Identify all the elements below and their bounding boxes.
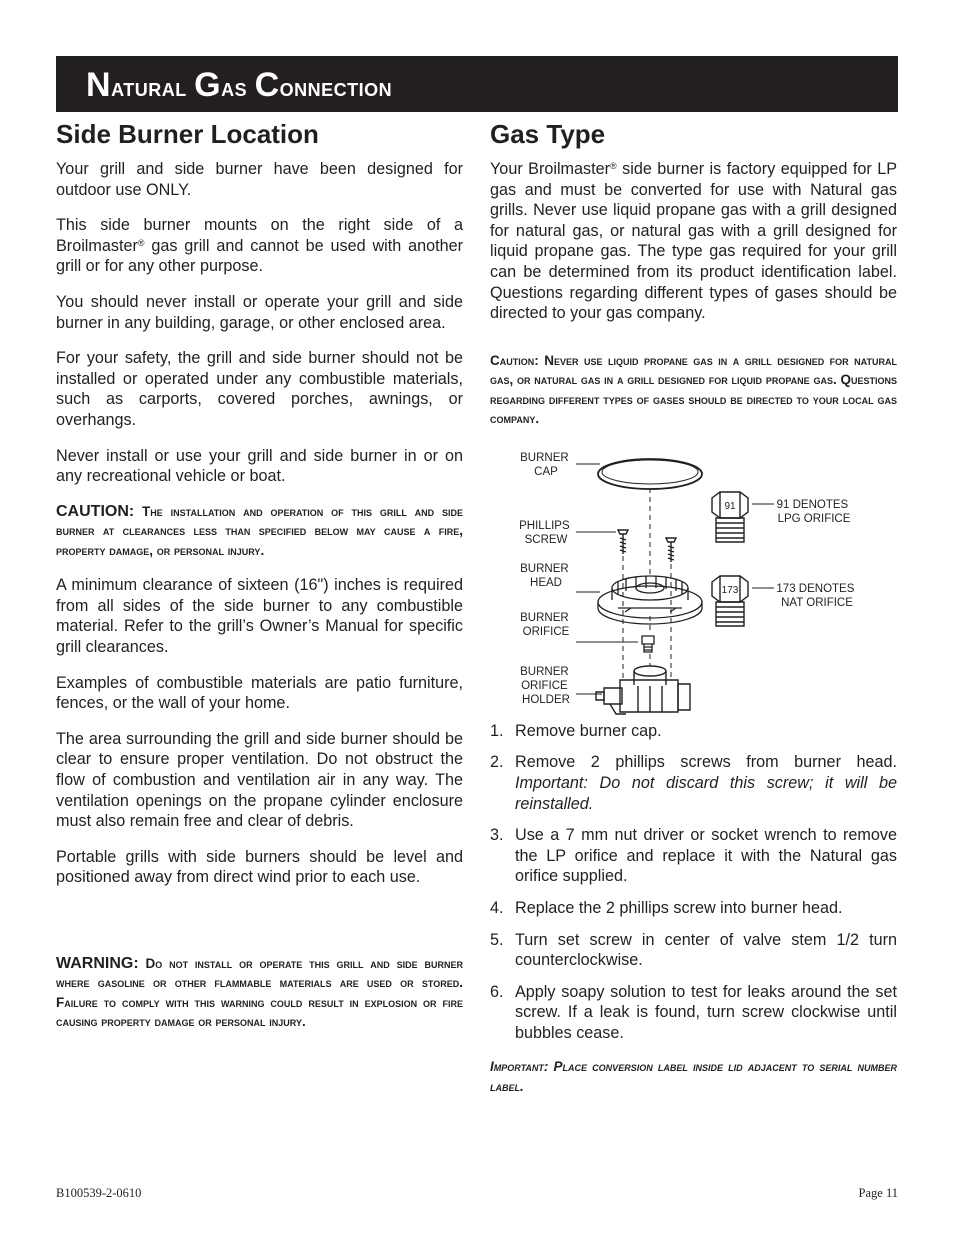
list-item: 4. Replace the 2 phillips screw into burner head. — [490, 898, 843, 917]
lpg-orifice-shape — [712, 492, 748, 542]
nat-orifice-shape — [712, 576, 748, 626]
nat-orifice-mark: 173 — [721, 584, 739, 596]
gas-type-heading: Gas Type — [490, 119, 606, 149]
label-orifice-holder: BURNER ORIFICE HOLDER — [520, 665, 570, 706]
label-burner-cap: BURNER CAP — [520, 451, 569, 478]
lpg-orifice-mark: 91 — [724, 500, 736, 512]
left-column — [56, 114, 463, 1047]
list-item: 2. Remove 2 phillips screws from burner head. Important: Do not discard this screw; it will be reinstalled. — [490, 753, 897, 813]
important-label-note: Important: Place conversion label inside lid adjacent to serial number label. — [490, 1059, 897, 1094]
side-burner-location-heading: Side Burner Location — [56, 119, 319, 149]
caution-gas-type: Caution: Never use liquid propane gas in a grill designed for natural gas, or natural gas in a grill designed for liquid propane gas. Questions regarding different types of gases should be directed to your local gas company. — [490, 352, 897, 427]
list-item: 3. Use a 7 mm nut driver or socket wrench to remove the LP orifice and replace it with the Natural gas orifice supplied. — [490, 826, 897, 886]
label-nat-orifice: 173 DENOTES NAT ORIFICE — [776, 582, 855, 609]
section-banner — [56, 56, 898, 112]
burner-orifice-shape — [642, 636, 654, 652]
burner-orifice-holder-shape — [596, 666, 690, 714]
page-number: Page 11 — [858, 1186, 898, 1200]
paragraph-recreational-vehicle: Never install or use your grill and side burner in or on any recreational vehicle or boat. — [56, 446, 463, 486]
paragraph-outdoor-use: Your grill and side burner have been designed for outdoor use ONLY. — [56, 160, 463, 199]
burner-exploded-diagram — [490, 444, 897, 719]
paragraph-portable-grills: Portable grills with side burners should be level and positioned away from direct wind prior to each use. — [56, 847, 463, 887]
warning-flammable: WARNING: Do not install or operate this grill and side burner where gasoline or other flammable materials are used or stored. Failure to comply with this warning could result in explosion or fire causing property damage or personal injury. — [56, 954, 463, 1030]
burner-cap-shape — [598, 459, 702, 489]
phillips-screw-shape — [618, 530, 676, 562]
paragraph-combustible-examples: Examples of combustible materials are patio furniture, fences, or the wall of your home. — [56, 673, 463, 713]
paragraph-mounting: This side burner mounts on the right side of a Broilmaster® gas grill and cannot be used with another grill or for any other purpose. — [56, 216, 463, 276]
label-phillips-screw: PHILLIPS SCREW — [519, 519, 570, 546]
list-item: 6. Apply soapy solution to test for leaks around the set screw. If a leak is found, turn screw clockwise until bubbles cease. — [490, 982, 897, 1042]
paragraph-ventilation: The area surrounding the grill and side burner should be clear to ensure proper ventilation. Do not obstruct the flow of combustion and ventilation air in any way. The ventilation openings on the propane cylinder enclosure must also remain free and clear of debris. — [56, 729, 463, 831]
right-column — [490, 114, 897, 1111]
label-burner-orifice: BURNER ORIFICE — [520, 611, 570, 638]
label-lpg-orifice: 91 DENOTES LPG ORIFICE — [776, 498, 851, 525]
conversion-steps — [490, 721, 897, 1044]
paragraph-gas-type: Your Broilmaster® side burner is factory equipped for LP gas and must be converted for use with Natural gas grills. Never use liquid propane gas with a grill designed for natural gas, or natural gas with a grill designed for liquid propane gas. The type gas required for your grill can be determined from its product identification label. Questions regarding different types of gases should be directed to your gas company. — [490, 160, 897, 323]
list-item: 1. Remove burner cap. — [490, 721, 662, 740]
page-title: Natural Gas Connection — [86, 66, 393, 104]
paragraph-enclosed-area: You should never install or operate your grill and side burner in any building, garage, or other enclosed area. — [56, 292, 463, 332]
paragraph-combustible-overhead: For your safety, the grill and side burner should not be installed or operated under any combustible materials, such as carports, covered porches, awnings, or overhangs. — [56, 349, 463, 429]
paragraph-minimum-clearance: A minimum clearance of sixteen (16") inches is required from all sides of the side burner to any combustible material. Refer to the grill’s Owner’s Manual for specific grill clearances. — [56, 576, 463, 656]
document-number: B100539-2-0610 — [56, 1186, 142, 1200]
list-item: 5. Turn set screw in center of valve stem 1/2 turn counterclockwise. — [490, 930, 897, 970]
caution-clearance: CAUTION: The installation and operation of this grill and side burner at clearances less than specified below may cause a fire, property damage, or personal injury. — [56, 502, 463, 558]
label-burner-head: BURNER HEAD — [520, 562, 569, 589]
